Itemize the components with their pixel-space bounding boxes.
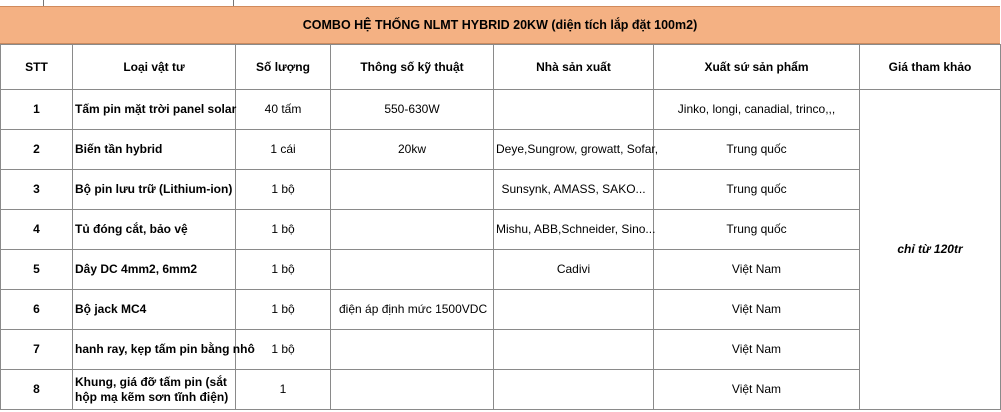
table-row bbox=[1, 370, 1001, 410]
cell-qty[interactable]: 1 bộ bbox=[236, 250, 331, 290]
cell-origin[interactable]: Trung quốc bbox=[654, 210, 860, 250]
cell-manufacturer[interactable] bbox=[494, 290, 654, 330]
cell-stt[interactable]: 4 bbox=[1, 210, 73, 250]
cell-origin[interactable]: Việt Nam bbox=[654, 370, 860, 410]
cell-qty[interactable]: 40 tấm bbox=[236, 90, 331, 130]
table-row bbox=[1, 170, 1001, 210]
cell-origin[interactable]: Việt Nam bbox=[654, 330, 860, 370]
cell-stt[interactable]: 3 bbox=[1, 170, 73, 210]
cell-spec[interactable] bbox=[331, 330, 494, 370]
cell-origin[interactable]: Trung quốc bbox=[654, 130, 860, 170]
table-row bbox=[1, 130, 1001, 170]
cell-spec[interactable]: 550-630W bbox=[331, 90, 494, 130]
cell-price[interactable]: chỉ từ 120tr bbox=[860, 90, 1001, 410]
header-stt[interactable]: STT bbox=[1, 45, 73, 90]
cell-stt[interactable]: 6 bbox=[1, 290, 73, 330]
header-price[interactable]: Giá tham khảo bbox=[860, 45, 1001, 90]
cell-manufacturer[interactable] bbox=[494, 370, 654, 410]
header-type[interactable]: Loại vật tư bbox=[73, 45, 236, 90]
cell-stt[interactable]: 5 bbox=[1, 250, 73, 290]
materials-table bbox=[0, 44, 1001, 410]
table-row bbox=[1, 210, 1001, 250]
cell-spec[interactable]: điện áp định mức 1500VDC bbox=[331, 290, 494, 330]
cell-name[interactable]: Biến tần hybrid bbox=[73, 130, 236, 170]
cell-origin[interactable]: Việt Nam bbox=[654, 250, 860, 290]
cell-name[interactable]: Bộ pin lưu trữ (Lithium-ion) bbox=[73, 170, 236, 210]
cell-stt[interactable]: 7 bbox=[1, 330, 73, 370]
cell-qty[interactable]: 1 bộ bbox=[236, 330, 331, 370]
cell-manufacturer[interactable]: Mishu, ABB,Schneider, Sino... bbox=[494, 210, 654, 250]
cell-qty[interactable]: 1 bộ bbox=[236, 290, 331, 330]
cell-name[interactable]: hanh ray, kẹp tấm pin bằng nhô bbox=[73, 330, 236, 370]
cell-name[interactable]: Tủ đóng cắt, bảo vệ bbox=[73, 210, 236, 250]
cell-qty[interactable]: 1 bộ bbox=[236, 170, 331, 210]
cell-qty[interactable]: 1 bbox=[236, 370, 331, 410]
cell-manufacturer[interactable]: Cadivi bbox=[494, 250, 654, 290]
cell-spec[interactable] bbox=[331, 250, 494, 290]
table-row bbox=[1, 250, 1001, 290]
cell-name[interactable]: Tấm pin mặt trời panel solar bbox=[73, 90, 236, 130]
cell-spec[interactable] bbox=[331, 170, 494, 210]
cell-name[interactable]: Khung, giá đỡ tấm pin (sắt hộp mạ kẽm sơn tĩnh điện) bbox=[73, 370, 236, 410]
header-origin[interactable]: Xuất sứ sản phẩm bbox=[654, 45, 860, 90]
table-row bbox=[1, 90, 1001, 130]
cell-spec[interactable]: 20kw bbox=[331, 130, 494, 170]
header-row bbox=[1, 45, 1001, 90]
cell-spec[interactable] bbox=[331, 370, 494, 410]
header-manufacturer[interactable]: Nhà sản xuất bbox=[494, 45, 654, 90]
cell-origin[interactable]: Trung quốc bbox=[654, 170, 860, 210]
cell-spec[interactable] bbox=[331, 210, 494, 250]
cell-name[interactable]: Bộ jack MC4 bbox=[73, 290, 236, 330]
cell-stt[interactable]: 1 bbox=[1, 90, 73, 130]
table-title: COMBO HỆ THỐNG NLMT HYBRID 20KW (diện tích lắp đặt 100m2) bbox=[0, 6, 1000, 44]
cell-stt[interactable]: 8 bbox=[1, 370, 73, 410]
cell-origin[interactable]: Jinko, longi, canadial, trinco,,, bbox=[654, 90, 860, 130]
cell-qty[interactable]: 1 cái bbox=[236, 130, 331, 170]
header-qty[interactable]: Số lượng bbox=[236, 45, 331, 90]
cell-qty[interactable]: 1 bộ bbox=[236, 210, 331, 250]
cell-name[interactable]: Dây DC 4mm2, 6mm2 bbox=[73, 250, 236, 290]
cell-manufacturer[interactable] bbox=[494, 90, 654, 130]
cell-manufacturer[interactable]: Sunsynk, AMASS, SAKO... bbox=[494, 170, 654, 210]
table-row bbox=[1, 290, 1001, 330]
cell-manufacturer[interactable] bbox=[494, 330, 654, 370]
table-row bbox=[1, 330, 1001, 370]
cell-stt[interactable]: 2 bbox=[1, 130, 73, 170]
cell-origin[interactable]: Việt Nam bbox=[654, 290, 860, 330]
header-spec[interactable]: Thông số kỹ thuật bbox=[331, 45, 494, 90]
cell-manufacturer[interactable]: Deye,Sungrow, growatt, Sofar, bbox=[494, 130, 654, 170]
